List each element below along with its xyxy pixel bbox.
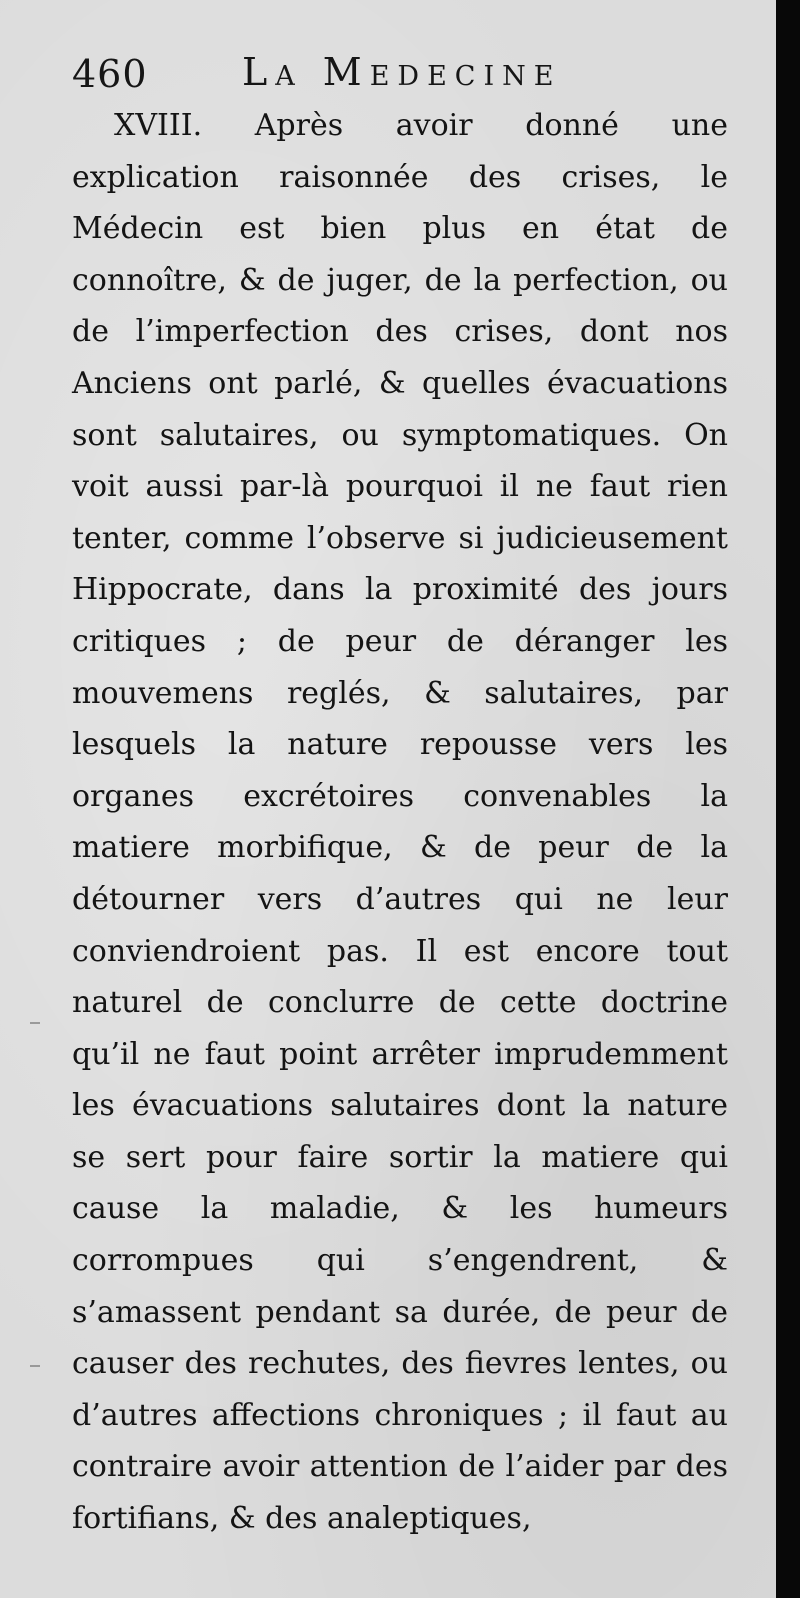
page-number: 460: [72, 52, 148, 96]
book-gutter: [776, 0, 800, 1598]
page-edge-mark: [30, 1365, 40, 1367]
running-head: La Medecine: [242, 50, 562, 94]
page-header: [72, 48, 752, 104]
page-edge-mark: [30, 1022, 40, 1024]
body-paragraph: XVIII. Après avoir donné une explication raisonnée des crises, le Médecin est bien plus en état de connoître, & de juger, de la perfection, ou de l’imperfection des crises, dont nos Anciens ont parlé, & quelles évacuations sont salutaires, ou symptomatiques. On voit aussi par-là pourquoi il ne faut rien tenter, comme l’observe si judicieusement Hippocrate, dans la proximité des jours critiques ; de peur de déranger les mouvemens reglés, & salutaires, par lesquels la nature repousse vers les organes excrétoires convenables la matiere morbifique, & de peur de la détourner vers d’autres qui ne leur conviendroient pas. Il est encore tout naturel de conclurre de cette doctrine qu’il ne faut point arrêter imprudemment les évacuations salutaires dont la nature se sert pour faire sortir la matiere qui cause la maladie, & les humeurs corrompues qui s’engendrent, & s’amassent pendant sa durée, de peur de causer des rechutes, des fievres lentes, ou d’autres affections chroniques ; il faut au contraire avoir attention de l’aider par des fortifians, & des analeptiques,: [72, 108, 728, 1537]
